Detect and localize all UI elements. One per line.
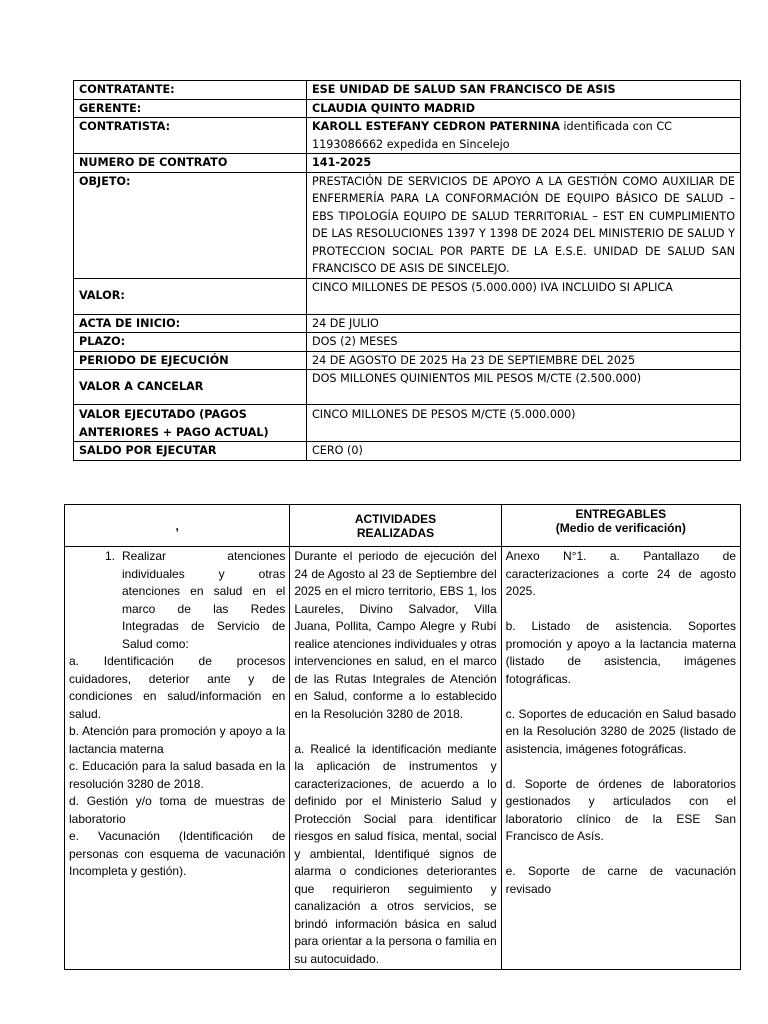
obligations-header: , (65, 505, 290, 547)
table-row (74, 442, 741, 461)
valor-ejecutado-label: VALOR EJECUTADO (PAGOS ANTERIORES + PAGO ACTUAL) (74, 405, 307, 442)
realized-paragraph: a. Realicé la identificación mediante la aplicación de instrumentos y caracterizaciones, de acuerdo a lo definido por el Ministerio Salud y Protección Social para identificar riesgos en salud física, mental, social y ambiental, Identifiqué signos de alarma o condiciones deteriorantes que requirieron seguimiento y canalización a otros servicios, se brindó información básica en salud para orientar a la persona o familia en su autocuidado. (294, 741, 497, 966)
obligation-cell (65, 547, 290, 970)
deliverable-item: e. Soporte de carne de vacunación revisado (505, 864, 736, 896)
deliverable-item: d. Soporte de órdenes de laboratorios gestionados y articulados con el laboratorio clínico de la ESE San Francisco de Asís. (505, 776, 736, 843)
objeto-label: OBJETO: (74, 172, 307, 278)
plazo-label: PLAZO: (74, 333, 307, 352)
saldo-value: CERO (0) (307, 442, 741, 461)
plazo-value: DOS (2) MESES (307, 333, 741, 352)
activities-header (290, 505, 501, 547)
table-row (74, 172, 741, 278)
realized-paragraph: Durante el periodo de ejecución del 24 de Agosto al 23 de Septiembre del 2025 en el micro territorio, EBS 1, los Laureles, Divino Salvador, Villa Juana, Pollita, Campo Alegre y Rubí realice atenciones individuales y otras intervenciones en salud, en el marco de las Rutas Integrales de Atención en Salud, conforme a lo establecido en la Resolución 3280 de 2018. (294, 549, 497, 721)
contratante-value: ESE UNIDAD DE SALUD SAN FRANCISCO DE ASIS (307, 81, 741, 100)
contratante-label: CONTRATANTE: (74, 81, 307, 100)
realized-activities-cell (290, 547, 501, 970)
valor-ejecutado-value: CINCO MILLONES DE PESOS M/CTE (5.000.000) (307, 405, 741, 442)
table-row (74, 99, 741, 118)
table-row (74, 405, 741, 442)
gerente-value: CLAUDIA QUINTO MADRID (307, 99, 741, 118)
contract-info-table (73, 80, 741, 461)
objeto-value: PRESTACIÓN DE SERVICIOS DE APOYO A LA GESTIÓN COMO AUXILIAR DE ENFERMERÍA PARA LA CONFORMACIÓN DE EQUIPO BÁSICO DE SALUD – EBS TIPOLOGÍA EQUIPO DE SALUD TERRITORIAL – EST EN CUMPLIMIENTO DE LAS RESOLUCIONES 1397 Y 1398 DE 2024 DEL MINISTERIO DE SALUD Y PROTECCION SOCIAL POR PARTE DE LA E.S.E. UNIDAD DE SALUD SAN FRANCISCO DE ASIS DE SINCELEJO. (307, 172, 741, 278)
obligation-number: 1. (104, 549, 115, 563)
table-row (74, 154, 741, 173)
gerente-label: GERENTE: (74, 99, 307, 118)
deliverable-item: Anexo N°1. a. Pantallazo de caracterizaciones a corte 24 de agosto 2025. (505, 549, 736, 598)
contratista-label: CONTRATISTA: (74, 118, 307, 154)
periodo-label: PERIODO DE EJECUCIÓN (74, 351, 307, 370)
obligation-subitem: c. Educación para la salud basada en la resolución 3280 de 2018. (69, 759, 286, 791)
obligation-subitem: d. Gestión y/o toma de muestras de laboratorio (69, 794, 286, 826)
acta-inicio-value: 24 DE JULIO (307, 314, 741, 333)
deliverable-item: c. Soportes de educación en Salud basado en la Resolución 3280 de 2025 (listado de asistencia, imágenes fotográficas. (505, 706, 736, 756)
valor-cancelar-label: VALOR A CANCELAR (74, 370, 307, 405)
activities-header-line2: REALIZADAS (356, 525, 435, 540)
table-row (74, 370, 741, 405)
acta-inicio-label: ACTA DE INICIO: (74, 314, 307, 333)
valor-cancelar-value: DOS MILLONES QUINIENTOS MIL PESOS M/CTE (2.500.000) (307, 370, 741, 405)
contratista-name: KAROLL ESTEFANY CEDRON PATERNINA (312, 120, 560, 133)
valor-label: VALOR: (74, 278, 307, 314)
table-row (74, 278, 741, 314)
activities-header-line1: ACTIVIDADES (354, 511, 437, 526)
contratista-value (307, 118, 741, 154)
valor-value: CINCO MILLONES DE PESOS (5.000.000) IVA INCLUIDO SI APLICA (307, 278, 741, 314)
table-row (74, 118, 741, 154)
obligation-subitem: a. Identificación de procesos cuidadores, deterior ante y de condiciones en salud/información en salud. (69, 654, 286, 721)
periodo-value: 24 DE AGOSTO DE 2025 Ha 23 DE SEPTIEMBRE DEL 2025 (307, 351, 741, 370)
table-row (65, 547, 741, 970)
table-row (74, 81, 741, 100)
obligation-subitem: e. Vacunación (Identificación de personas con esquema de vacunación Incompleta y gestión). (69, 829, 286, 878)
table-row (74, 333, 741, 352)
contract-number-value: 141-2025 (307, 154, 741, 173)
table-row (74, 314, 741, 333)
obligation-item (69, 548, 285, 653)
deliverables-cell (501, 547, 740, 970)
deliverables-header-line1: ENTREGABLES (575, 507, 667, 521)
deliverables-header-line2: (Medio de verificación) (555, 521, 686, 535)
table-row (74, 351, 741, 370)
table-header-row (65, 505, 741, 547)
contract-number-label: NUMERO DE CONTRATO (74, 154, 307, 173)
activities-table (64, 504, 741, 970)
contratista-id: identificada con CC 1193086662 expedida en Sincelejo (312, 120, 672, 151)
obligation-subitem: b. Atención para promoción y apoyo a la lactancia materna (69, 724, 286, 756)
obligation-text: Realizar atenciones individuales y otras atenciones en salud en el marco de las Redes Integradas de Servicio de Salud como: (122, 549, 286, 651)
saldo-label: SALDO POR EJECUTAR (74, 442, 307, 461)
deliverables-header (501, 505, 740, 547)
deliverable-item: b. Listado de asistencia. Soportes promoción y apoyo a la lactancia materna (listado de asistencia, imágenes fotográficas. (505, 619, 736, 686)
